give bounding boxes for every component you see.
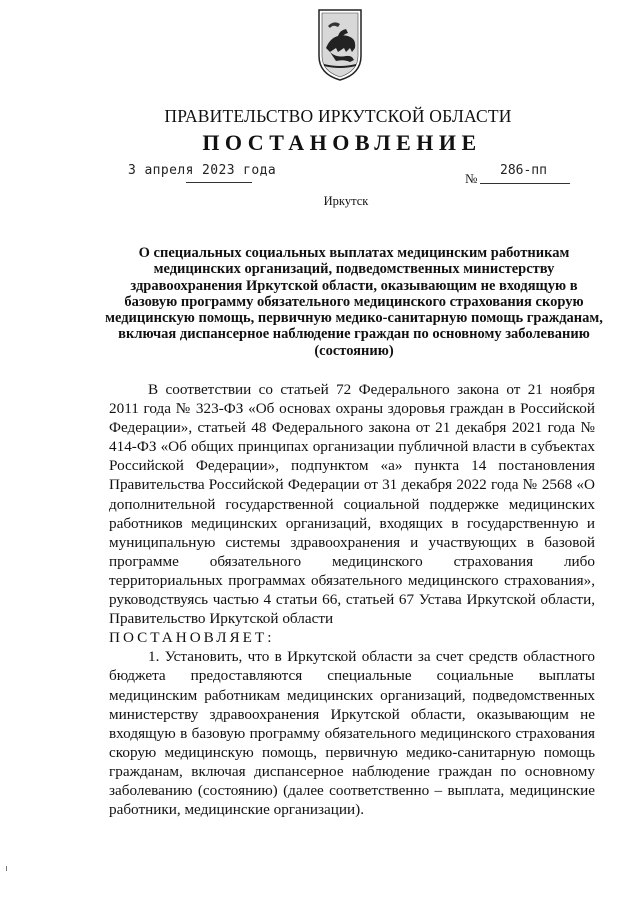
document-title: О специальных социальных выплатах медицинским работникам медицинских организаций, подведомственных министерству здравоохранения Иркутской области, оказывающим не входящую в базовую программу обязательного медицинского страхования скорую медицинскую помощь, первичную медико-санитарную помощь гражданам, включая диспансерное наблюдение граждан по основному заболеванию (состоянию): [105, 245, 603, 359]
margin-mark: [6, 866, 7, 871]
document-body: [109, 380, 595, 819]
document-number: 286-пп: [500, 163, 547, 178]
date-underline: [186, 182, 252, 183]
number-sign: №: [465, 171, 478, 186]
document-type-heading: ПОСТАНОВЛЕНИЕ: [202, 130, 482, 155]
resolves-heading: ПОСТАНОВЛЯЕТ:: [109, 629, 275, 647]
coat-of-arms-emblem: [316, 8, 364, 82]
clause-1-paragraph: 1. Установить, что в Иркутской области за счет средств областного бюджета предоставляются специальные социальные выплаты медицинским работникам медицинских организаций, подведомственных министерству здравоохранения Иркутской области, оказывающим не входящую в базовую программу обязательного медицинского страхования скорую медицинскую помощь, первичную медико-санитарную помощь гражданам, включая диспансерное наблюдение граждан по основному заболеванию (состоянию) (далее соответственно – выплата, медицинские работники, медицинские организации).: [109, 648, 595, 819]
government-heading: ПРАВИТЕЛЬСТВО ИРКУТСКОЙ ОБЛАСТИ: [164, 106, 512, 126]
city-label: Иркутск: [323, 194, 369, 208]
number-underline: [480, 183, 570, 184]
document-date: 3 апреля 2023 года: [128, 163, 277, 178]
preamble-paragraph: В соответствии со статьей 72 Федерального закона от 21 ноября 2011 года № 323-ФЗ «Об основах охраны здоровья граждан в Российской Федерации», статьей 48 Федерального закона от 21 декабря 2021 года № 414-ФЗ «Об общих принципах организации публичной власти в субъектах Российской Федерации», подпунктом «а» пункта 14 постановления Правительства Российской Федерации от 31 декабря 2022 года № 2568 «О дополнительной государственной социальной поддержке медицинских работников медицинских организаций, входящих в государственную и муниципальную системы здравоохранения и участвующих в базовой программе обязательного медицинского страхования либо территориальных программах обязательного медицинского страхования», руководствуясь частью 4 статьи 66, статьей 67 Устава Иркутской области, Правительство Иркутской области: [109, 381, 595, 628]
